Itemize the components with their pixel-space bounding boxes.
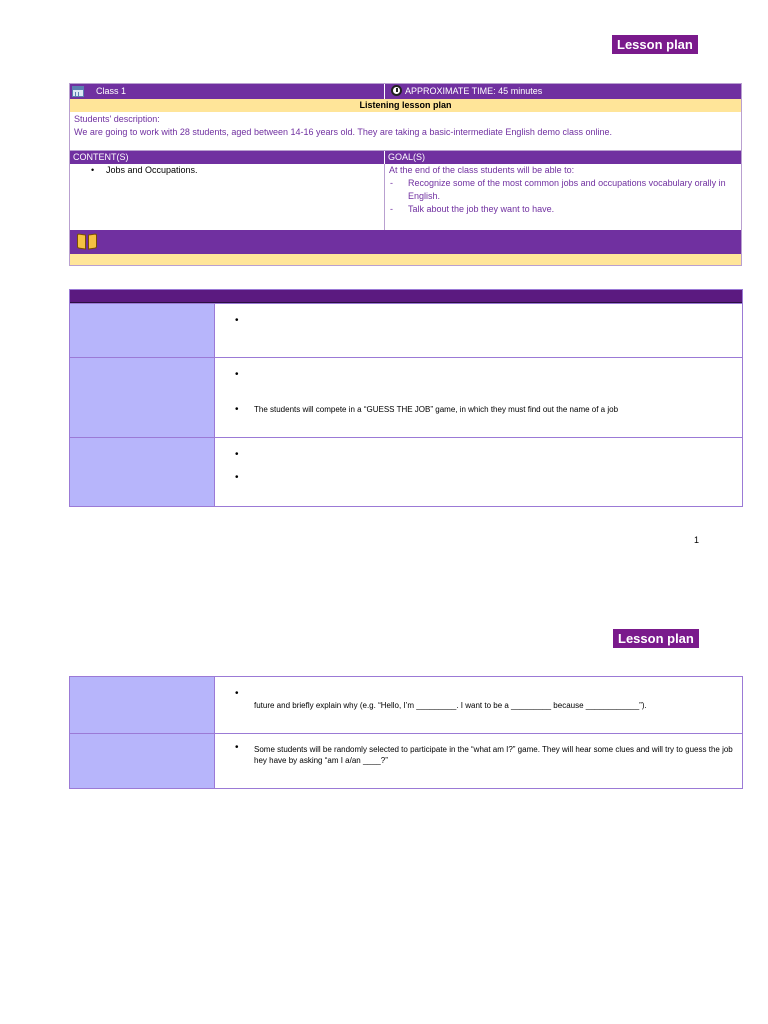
- class-label: Class 1: [96, 86, 127, 96]
- class-time-row: [70, 84, 741, 99]
- activity-text: future and briefly explain why (e.g. “Hello, I’m _________. I want to be a _________ because ____________”).: [254, 701, 647, 710]
- content-item: Jobs and Occupations.: [106, 165, 198, 175]
- content-heading: CONTENT(S): [70, 151, 385, 164]
- page-number: 1: [694, 535, 700, 545]
- activity-content-cell: [215, 438, 742, 506]
- activity-content-cell: [215, 304, 742, 357]
- activity-row: [70, 303, 742, 357]
- class-cell: [70, 84, 385, 99]
- students-text: We are going to work with 28 students, aged between 14-16 years old. They are taking a basic-intermediate English demo class online.: [74, 127, 612, 137]
- content-cell: [70, 164, 385, 230]
- bullet: •: [235, 742, 239, 753]
- activity-text: Some students will be randomly selected to participate in the “what am I?” game. They will hear some clues and will try to guess the job hey have by asking “am I a/an ____?”: [254, 745, 733, 765]
- lesson-plan-badge: Lesson plan: [613, 629, 699, 648]
- activity-stage-cell: [70, 304, 215, 357]
- students-heading: Students' description:: [74, 114, 160, 124]
- goal-cell: [385, 164, 741, 230]
- goal-intro: At the end of the class students will be able to:: [389, 165, 575, 175]
- activity-text: The students will compete in a “GUESS THE JOB” game, in which they must find out the name of a job: [254, 405, 619, 414]
- content-goal-header: [70, 151, 741, 164]
- activity-stage-cell: [70, 438, 215, 506]
- activity-row: [70, 733, 742, 788]
- bullet: •: [235, 688, 239, 699]
- goal-heading: GOAL(S): [388, 152, 426, 162]
- activity-row: [70, 357, 742, 437]
- activity-row: [70, 437, 742, 506]
- time-cell: [385, 84, 741, 99]
- activity-table: [69, 676, 743, 789]
- materials-row: [70, 254, 741, 265]
- bullet: •: [235, 404, 239, 415]
- activity-content-cell: [215, 734, 742, 788]
- materials-bar: [70, 230, 741, 254]
- goal-item: - Recognize some of the most common jobs and occupations vocabulary orally in English.: [390, 178, 726, 201]
- students-description: [70, 112, 741, 151]
- bullet: •: [235, 472, 239, 483]
- activity-table-header: [70, 290, 742, 303]
- goal-item: - Talk about the job they want to have.: [390, 204, 555, 214]
- plan-table: [69, 83, 742, 266]
- activity-row: [70, 677, 742, 733]
- activity-content-cell: [215, 677, 742, 733]
- plan-title: Listening lesson plan: [70, 99, 741, 112]
- bullet: •: [235, 369, 239, 380]
- calendar-icon: [72, 86, 84, 97]
- time-label: APPROXIMATE TIME: 45 minutes: [405, 86, 543, 96]
- activity-table: [69, 289, 743, 507]
- book-icon: [77, 234, 97, 250]
- activity-stage-cell: [70, 734, 215, 788]
- bullet: •: [235, 315, 239, 326]
- activity-stage-cell: [70, 358, 215, 437]
- activity-content-cell: [215, 358, 742, 437]
- lesson-plan-badge: Lesson plan: [612, 35, 698, 54]
- bullet: •: [235, 449, 239, 460]
- content-goal-body: [70, 164, 741, 230]
- activity-stage-cell: [70, 677, 215, 733]
- clock-icon: [391, 85, 402, 96]
- bullet: •: [91, 165, 95, 175]
